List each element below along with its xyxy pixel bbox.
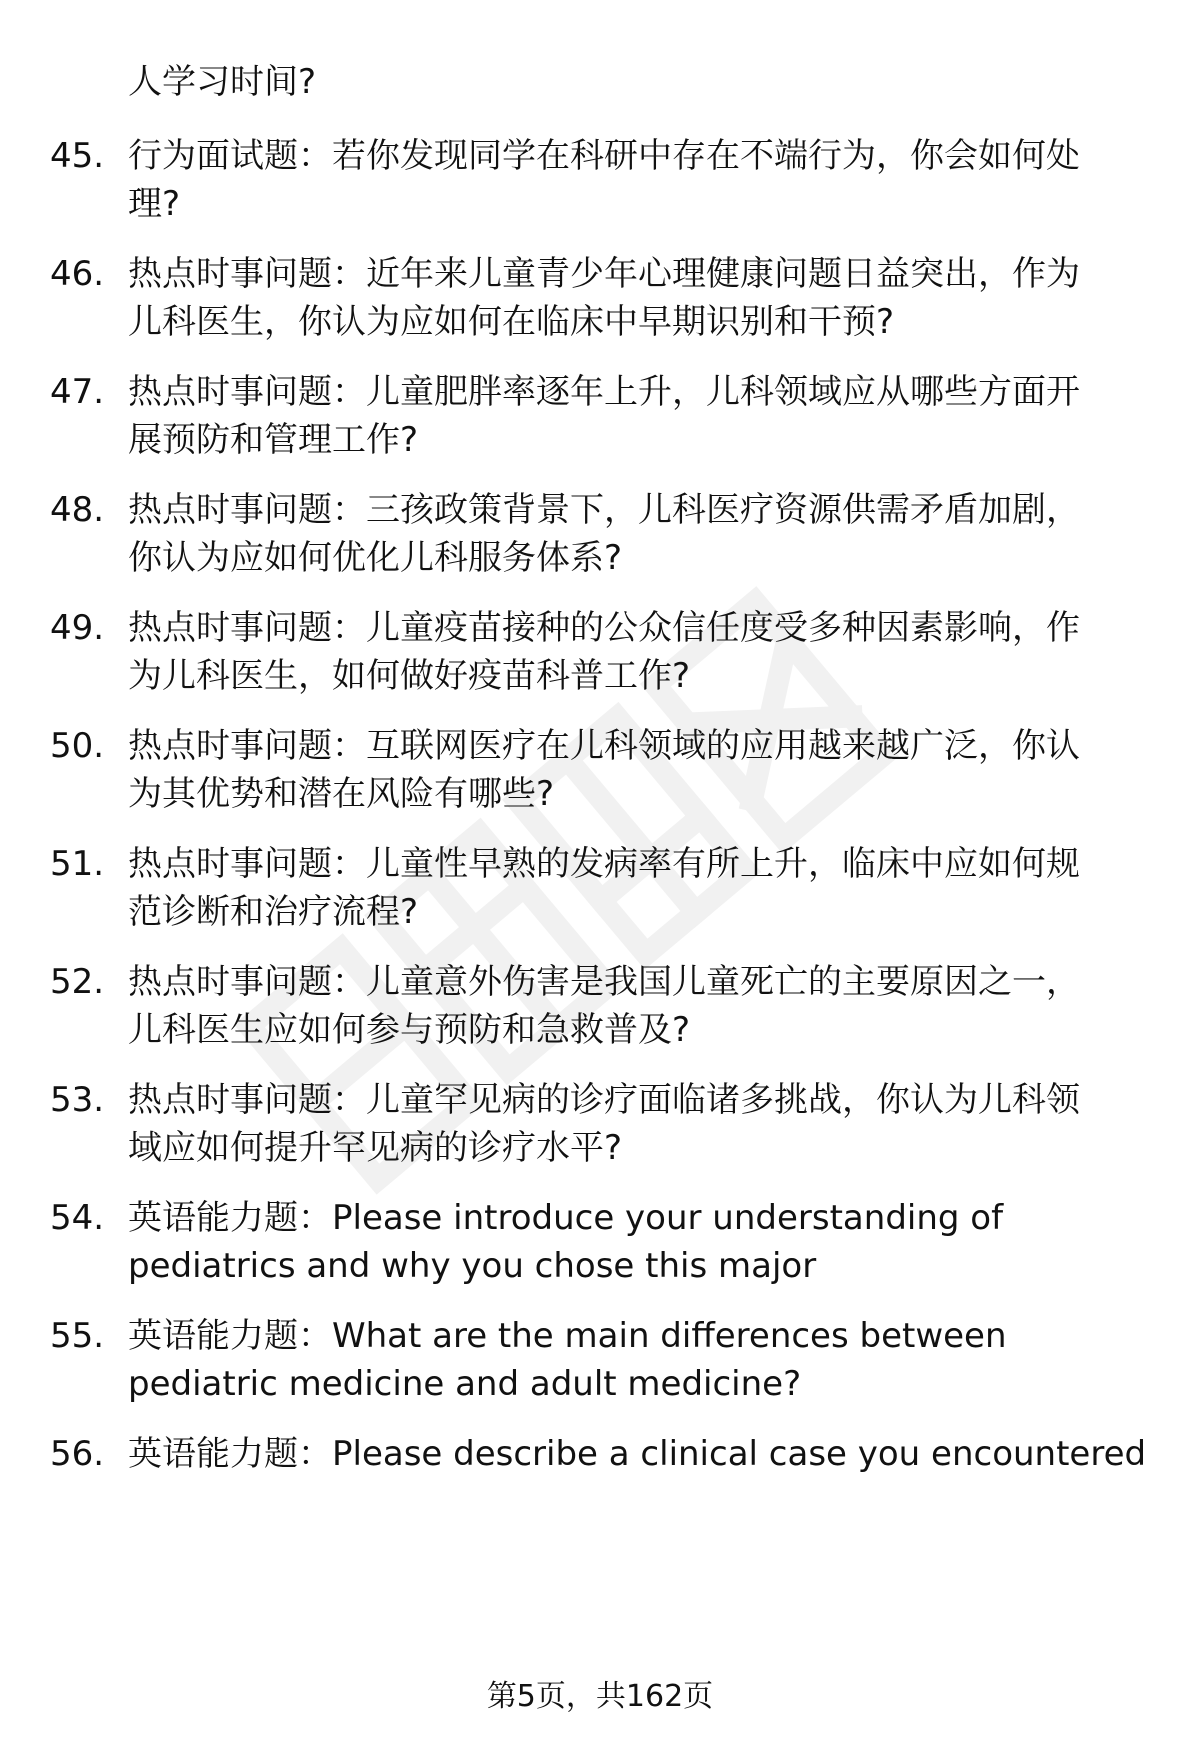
question-line: 热点时事问题：三孩政策背景下，儿科医疗资源供需矛盾加剧，	[128, 490, 1080, 530]
page-footer: 第5页，共162页	[486, 1679, 714, 1714]
question-text	[128, 1430, 1188, 1478]
question-number: 46.	[50, 254, 105, 294]
question-number: 54.	[50, 1198, 105, 1238]
question-line: 范诊断和治疗流程?	[128, 892, 419, 932]
question-number: 52.	[50, 962, 105, 1002]
question-text	[128, 1194, 1188, 1290]
question-number: 53.	[50, 1080, 105, 1120]
question-line: 英语能力题：Please introduce your understanding of	[128, 1198, 1004, 1238]
question-number: 48.	[50, 490, 105, 530]
question-number: 45.	[50, 136, 105, 176]
question-number: 50.	[50, 726, 105, 766]
question-line: 为其优势和潜在风险有哪些?	[128, 774, 555, 814]
question-line: 热点时事问题：互联网医疗在儿科领域的应用越来越广泛，你认	[128, 726, 1080, 766]
question-text	[128, 486, 1188, 582]
question-line: 行为面试题：若你发现同学在科研中存在不端行为，你会如何处	[128, 136, 1080, 176]
question-line: 域应如何提升罕见病的诊疗水平?	[128, 1128, 623, 1168]
question-line: 为儿科医生，如何做好疫苗科普工作?	[128, 656, 691, 696]
question-text	[128, 604, 1188, 700]
question-number: 51.	[50, 844, 105, 884]
question-text	[128, 1076, 1188, 1172]
question-line: 儿科医生应如何参与预防和急救普及?	[128, 1010, 691, 1050]
question-line: 儿科医生，你认为应如何在临床中早期识别和干预?	[128, 302, 895, 342]
question-line: 英语能力题：What are the main differences between	[128, 1316, 1007, 1356]
question-text	[128, 840, 1188, 936]
question-text	[128, 1312, 1188, 1408]
question-line: 展预防和管理工作?	[128, 420, 419, 460]
question-line: pediatrics and why you chose this major	[128, 1246, 817, 1286]
question-line: 热点时事问题：儿童疫苗接种的公众信任度受多种因素影响，作	[128, 608, 1080, 648]
question-line: 你认为应如何优化儿科服务体系?	[128, 538, 623, 578]
question-text	[128, 722, 1188, 818]
question-line: 热点时事问题：儿童肥胖率逐年上升，儿科领域应从哪些方面开	[128, 372, 1080, 412]
question-line: 热点时事问题：近年来儿童青少年心理健康问题日益突出，作为	[128, 254, 1080, 294]
question-number: 56.	[50, 1434, 105, 1474]
question-text	[128, 250, 1188, 346]
question-line: 热点时事问题：儿童性早熟的发病率有所上升，临床中应如何规	[128, 844, 1080, 884]
question-text	[128, 132, 1188, 228]
question-number: 47.	[50, 372, 105, 412]
question-number: 55.	[50, 1316, 105, 1356]
question-line: 英语能力题：Please describe a clinical case you encountered	[128, 1434, 1147, 1474]
continuation-text: 人学习时间?	[128, 62, 317, 102]
question-text	[128, 958, 1188, 1054]
question-text	[128, 368, 1188, 464]
question-line: pediatric medicine and adult medicine?	[128, 1364, 802, 1404]
question-number: 49.	[50, 608, 105, 648]
question-line: 热点时事问题：儿童意外伤害是我国儿童死亡的主要原因之一，	[128, 962, 1080, 1002]
question-line: 理?	[128, 184, 181, 224]
question-line: 热点时事问题：儿童罕见病的诊疗面临诸多挑战，你认为儿科领	[128, 1080, 1080, 1120]
